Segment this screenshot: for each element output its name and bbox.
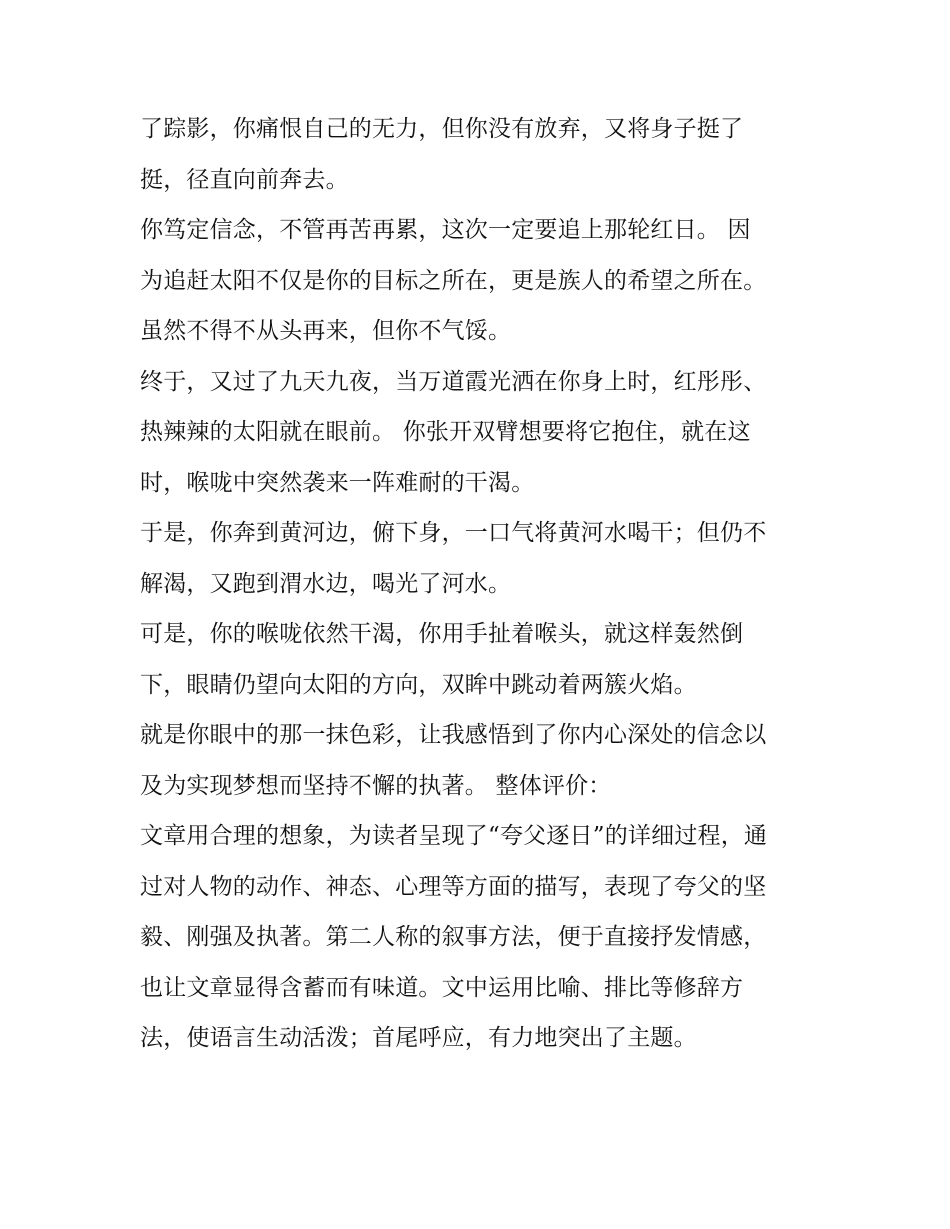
text-line: 为追赶太阳不仅是你的目标之所在，更是族人的希望之所在。 <box>140 267 767 294</box>
text-line: 及为实现梦想而坚持不懈的执著。 整体评价： <box>140 772 612 799</box>
text-line: 毅、刚强及执著。第二人称的叙事方法，便于直接抒发情感， <box>140 924 767 950</box>
text-line: 于是，你奔到黄河边，俯下身，一口气将黄河水喝干；但仍不 <box>140 520 767 546</box>
text-line: 也让文章显得含蓄而有味道。文中运用比喻、排比等修辞方 <box>140 974 744 1001</box>
text-line: 你笃定信念，不管再苦再累，这次一定要追上那轮红日。 因 <box>140 217 751 243</box>
text-line: 了踪影，你痛恨自己的无力，但你没有放弃，又将身子挺了 <box>140 116 744 142</box>
text-line: 解渴，又跑到渭水边，喝光了河水。 <box>140 570 512 597</box>
text-line: 文章用合理的想象，为读者呈现了“夸父逐日”的详细过程，通 <box>140 823 768 849</box>
text-line: 法，使语言生动活泼；首尾呼应，有力地突出了主题。 <box>140 1025 697 1051</box>
text-line: 挺，径直向前奔去。 <box>140 166 349 193</box>
text-line: 下，眼睛仍望向太阳的方向，双眸中跳动着两簇火焰。 <box>140 671 697 698</box>
text-line: 就是你眼中的那一抹色彩，让我感悟到了你内心深处的信念以 <box>140 722 767 748</box>
text-line: 热辣辣的太阳就在眼前。 你张开双臂想要将它抱住，就在这 <box>140 419 751 445</box>
document-body <box>140 104 820 1064</box>
text-line: 虽然不得不从头再来，但你不气馁。 <box>140 318 512 344</box>
text-line: 终于，又过了九天九夜，当万道霞光洒在你身上时，红彤彤、 <box>140 368 767 395</box>
text-line: 时，喉咙中突然袭来一阵难耐的干渴。 <box>140 469 535 496</box>
text-line: 过对人物的动作、神态、心理等方面的描写，表现了夸父的坚 <box>140 873 767 900</box>
text-line: 可是，你的喉咙依然干渴，你用手扯着喉头，就这样轰然倒 <box>140 621 744 647</box>
